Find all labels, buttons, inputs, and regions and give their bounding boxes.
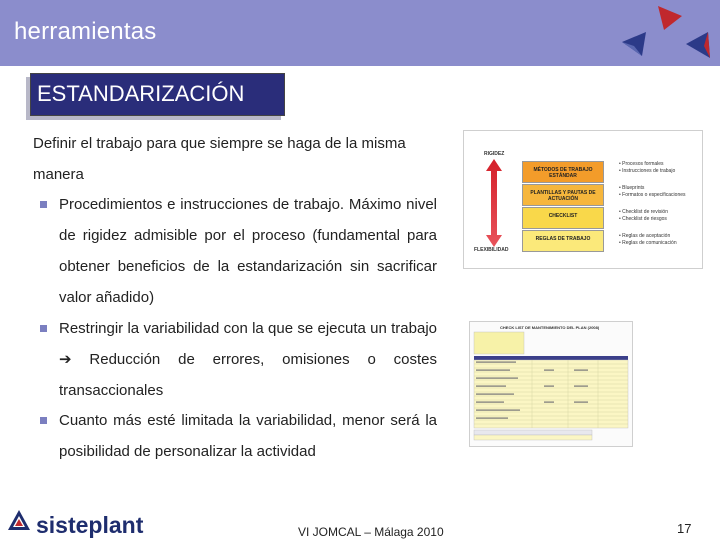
- bullet-text: Cuanto más esté limitada la variabilidad, menor será la posibilidad de personalizar la actividad: [59, 412, 437, 460]
- double-arrow-icon: [486, 159, 502, 247]
- level-notes: [619, 209, 668, 223]
- level-box: REGLAS DE TRABAJO: [522, 230, 604, 252]
- intro-text: Definir el trabajo para que siempre se haga de la misma manera: [33, 135, 406, 183]
- level-note: • Instrucciones de trabajo: [619, 168, 676, 174]
- spreadsheet-grid-image: [470, 322, 632, 446]
- rigidity-flexibility-diagram: [463, 130, 703, 269]
- header-title: herramientas: [14, 18, 157, 45]
- bullet-square-icon: [40, 417, 47, 424]
- level-note: • Blueprints: [619, 185, 645, 191]
- bullet-text: [59, 313, 437, 406]
- level-note: • Checklist de riesgos: [619, 216, 667, 222]
- bullet-text-part: Restringir la variabilidad con la que se ejecuta un trabajo: [59, 320, 437, 337]
- logo-text: sisteplant: [36, 512, 144, 538]
- level-note: • Formatos o especificaciones: [619, 192, 686, 198]
- level-box: CHECKLIST: [522, 207, 604, 229]
- checklist-title: CHECK LIST DE MANTENIMIENTO DEL PLAN (2008): [500, 325, 600, 330]
- bullet-square-icon: [40, 201, 47, 208]
- bullet-item: [59, 313, 437, 406]
- section-title-box: [30, 73, 285, 116]
- header-bar: [0, 0, 720, 66]
- level-note: • Reglas de aceptación: [619, 233, 671, 239]
- bullet-item: [59, 189, 437, 313]
- bullet-text: Procedimientos e instrucciones de trabajo. Máximo nivel de rigidez admisible por el proceso (fundamental para obtener beneficios de la estandarización sin sacrificar valor añadido): [59, 196, 437, 306]
- level-notes: [619, 161, 675, 175]
- level-note: • Checklist de revisión: [619, 209, 668, 215]
- level-box: PLANTILLAS Y PAUTAS DE ACTUACIÓN: [522, 184, 604, 206]
- section-title: ESTANDARIZACIÓN: [37, 81, 245, 106]
- level-notes: [619, 185, 686, 199]
- level-note: • Reglas de comunicación: [619, 240, 677, 246]
- sisteplant-logo: [8, 508, 144, 540]
- rigidity-label: RIGIDEZ: [484, 151, 505, 157]
- level-box: MÉTODOS DE TRABAJO ESTÁNDAR: [522, 161, 604, 183]
- right-arrow-icon: ➔: [59, 351, 72, 368]
- checklist-spreadsheet-thumbnail: [469, 321, 633, 447]
- bullet-text-part: Reducción de errores, omisiones o costes transaccionales: [59, 351, 437, 399]
- page-number: 17: [677, 521, 692, 536]
- bullet-square-icon: [40, 325, 47, 332]
- bullet-item: [59, 405, 437, 467]
- level-note: • Procesos formales: [619, 161, 664, 167]
- level-notes: [619, 233, 677, 247]
- decorative-arrows-icon: [612, 2, 720, 64]
- logo-mark-icon: [8, 510, 30, 530]
- flexibility-label: FLEXIBILIDAD: [474, 247, 509, 253]
- event-caption: VI JOMCAL – Málaga 2010: [298, 525, 444, 539]
